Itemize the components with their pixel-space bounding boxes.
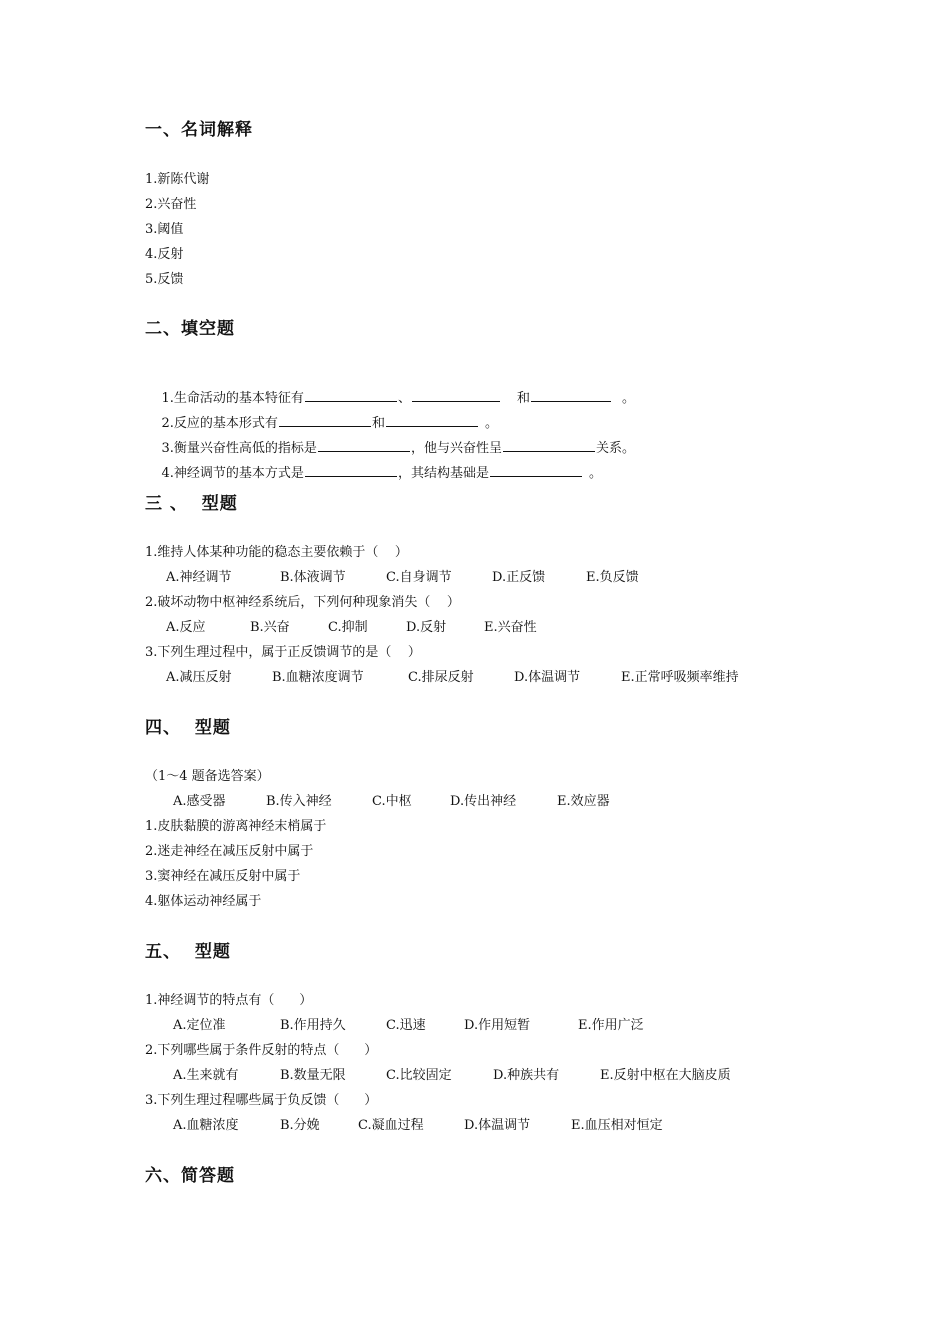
question-text: 3.衡量兴奋性高低的指标是 bbox=[161, 441, 317, 456]
section-title-type-a: 三 、 型题 bbox=[145, 494, 238, 514]
question-text: 3.下列生理过程哪些属于负反馈（ ） bbox=[145, 1093, 378, 1108]
option-a[interactable]: A.神经调节 bbox=[166, 570, 232, 585]
question-text: 2.反应的基本形式有 bbox=[161, 416, 278, 431]
option-c[interactable]: C.中枢 bbox=[372, 794, 412, 809]
separator-text: 关系。 bbox=[595, 441, 635, 456]
option-c[interactable]: C.排尿反射 bbox=[408, 670, 474, 685]
options-note: （1～4 题备选答案） bbox=[145, 769, 270, 784]
option-c[interactable]: C.自身调节 bbox=[386, 570, 452, 585]
option-b[interactable]: B.兴奋 bbox=[250, 620, 290, 635]
option-b[interactable]: B.分娩 bbox=[280, 1118, 320, 1133]
answer-blank[interactable] bbox=[531, 388, 611, 402]
list-item: 2.兴奋性 bbox=[145, 197, 197, 212]
option-e[interactable]: E.血压相对恒定 bbox=[571, 1118, 663, 1133]
section-title-fill-blank: 二、填空题 bbox=[145, 319, 235, 339]
list-item: 2.迷走神经在减压反射中属于 bbox=[145, 844, 314, 859]
option-d[interactable]: D.作用短暂 bbox=[464, 1018, 531, 1033]
section-title-definitions: 一、名词解释 bbox=[145, 120, 253, 140]
option-b[interactable]: B.体液调节 bbox=[280, 570, 346, 585]
question-text: 4.神经调节的基本方式是 bbox=[161, 466, 304, 481]
question-text: 1.神经调节的特点有（ ） bbox=[145, 993, 313, 1008]
option-b[interactable]: B.作用持久 bbox=[280, 1018, 346, 1033]
option-c[interactable]: C.凝血过程 bbox=[358, 1118, 424, 1133]
option-d[interactable]: D.种族共有 bbox=[493, 1068, 560, 1083]
option-b[interactable]: B.数量无限 bbox=[280, 1068, 346, 1083]
list-item: 5.反馈 bbox=[145, 272, 184, 287]
list-item: 4.反射 bbox=[145, 247, 184, 262]
answer-blank[interactable] bbox=[305, 463, 397, 477]
option-b[interactable]: B.血糖浓度调节 bbox=[272, 670, 364, 685]
list-item: 3.窦神经在减压反射中属于 bbox=[145, 869, 301, 884]
separator-text: 。 bbox=[621, 391, 635, 406]
separator-text: 。 bbox=[588, 466, 602, 481]
option-a[interactable]: A.反应 bbox=[166, 620, 206, 635]
option-a[interactable]: A.生来就有 bbox=[173, 1068, 239, 1083]
option-c[interactable]: C.抑制 bbox=[328, 620, 368, 635]
list-item: 3.阈值 bbox=[145, 222, 184, 237]
separator-text: 。 bbox=[484, 416, 498, 431]
question-text: 3.下列生理过程中，属于正反馈调节的是（ ） bbox=[145, 645, 421, 660]
option-d[interactable]: D.传出神经 bbox=[450, 794, 517, 809]
separator-text: ，他与兴奋性呈 bbox=[410, 441, 502, 456]
question-text: 2.破坏动物中枢神经系统后，下列何种现象消失（ ） bbox=[145, 595, 460, 610]
option-a[interactable]: A.血糖浓度 bbox=[173, 1118, 239, 1133]
option-b[interactable]: B.传入神经 bbox=[266, 794, 332, 809]
option-d[interactable]: D.反射 bbox=[406, 620, 447, 635]
separator-text: 和 bbox=[516, 391, 530, 406]
option-e[interactable]: E.正常呼吸频率维持 bbox=[621, 670, 739, 685]
section-title-short-answer: 六、简答题 bbox=[145, 1166, 235, 1186]
option-d[interactable]: D.体温调节 bbox=[514, 670, 581, 685]
option-e[interactable]: E.反射中枢在大脑皮质 bbox=[600, 1068, 731, 1083]
section-title-type-b: 四、 型题 bbox=[145, 718, 231, 738]
option-e[interactable]: E.作用广泛 bbox=[578, 1018, 644, 1033]
option-d[interactable]: D.体温调节 bbox=[464, 1118, 531, 1133]
question-text: 1.维持人体某种功能的稳态主要依赖于（ ） bbox=[145, 545, 408, 560]
separator-text: ，其结构基础是 bbox=[397, 466, 489, 481]
question-text: 2.下列哪些属于条件反射的特点（ ） bbox=[145, 1043, 378, 1058]
list-item: 1.新陈代谢 bbox=[145, 172, 210, 187]
section-title-type-x: 五、 型题 bbox=[145, 942, 231, 962]
list-item: 4.躯体运动神经属于 bbox=[145, 894, 262, 909]
option-e[interactable]: E.效应器 bbox=[557, 794, 610, 809]
option-c[interactable]: C.迅速 bbox=[386, 1018, 426, 1033]
separator-text: 、 bbox=[397, 391, 411, 406]
option-a[interactable]: A.感受器 bbox=[173, 794, 226, 809]
list-item: 1.皮肤黏膜的游离神经末梢属于 bbox=[145, 819, 327, 834]
option-e[interactable]: E.负反馈 bbox=[586, 570, 639, 585]
answer-blank[interactable] bbox=[490, 463, 582, 477]
separator-text: 和 bbox=[371, 416, 385, 431]
option-a[interactable]: A.减压反射 bbox=[166, 670, 232, 685]
question-text: 1.生命活动的基本特征有 bbox=[161, 391, 304, 406]
option-d[interactable]: D.正反馈 bbox=[492, 570, 546, 585]
option-e[interactable]: E.兴奋性 bbox=[484, 620, 537, 635]
option-a[interactable]: A.定位准 bbox=[173, 1018, 226, 1033]
option-c[interactable]: C.比较固定 bbox=[386, 1068, 452, 1083]
